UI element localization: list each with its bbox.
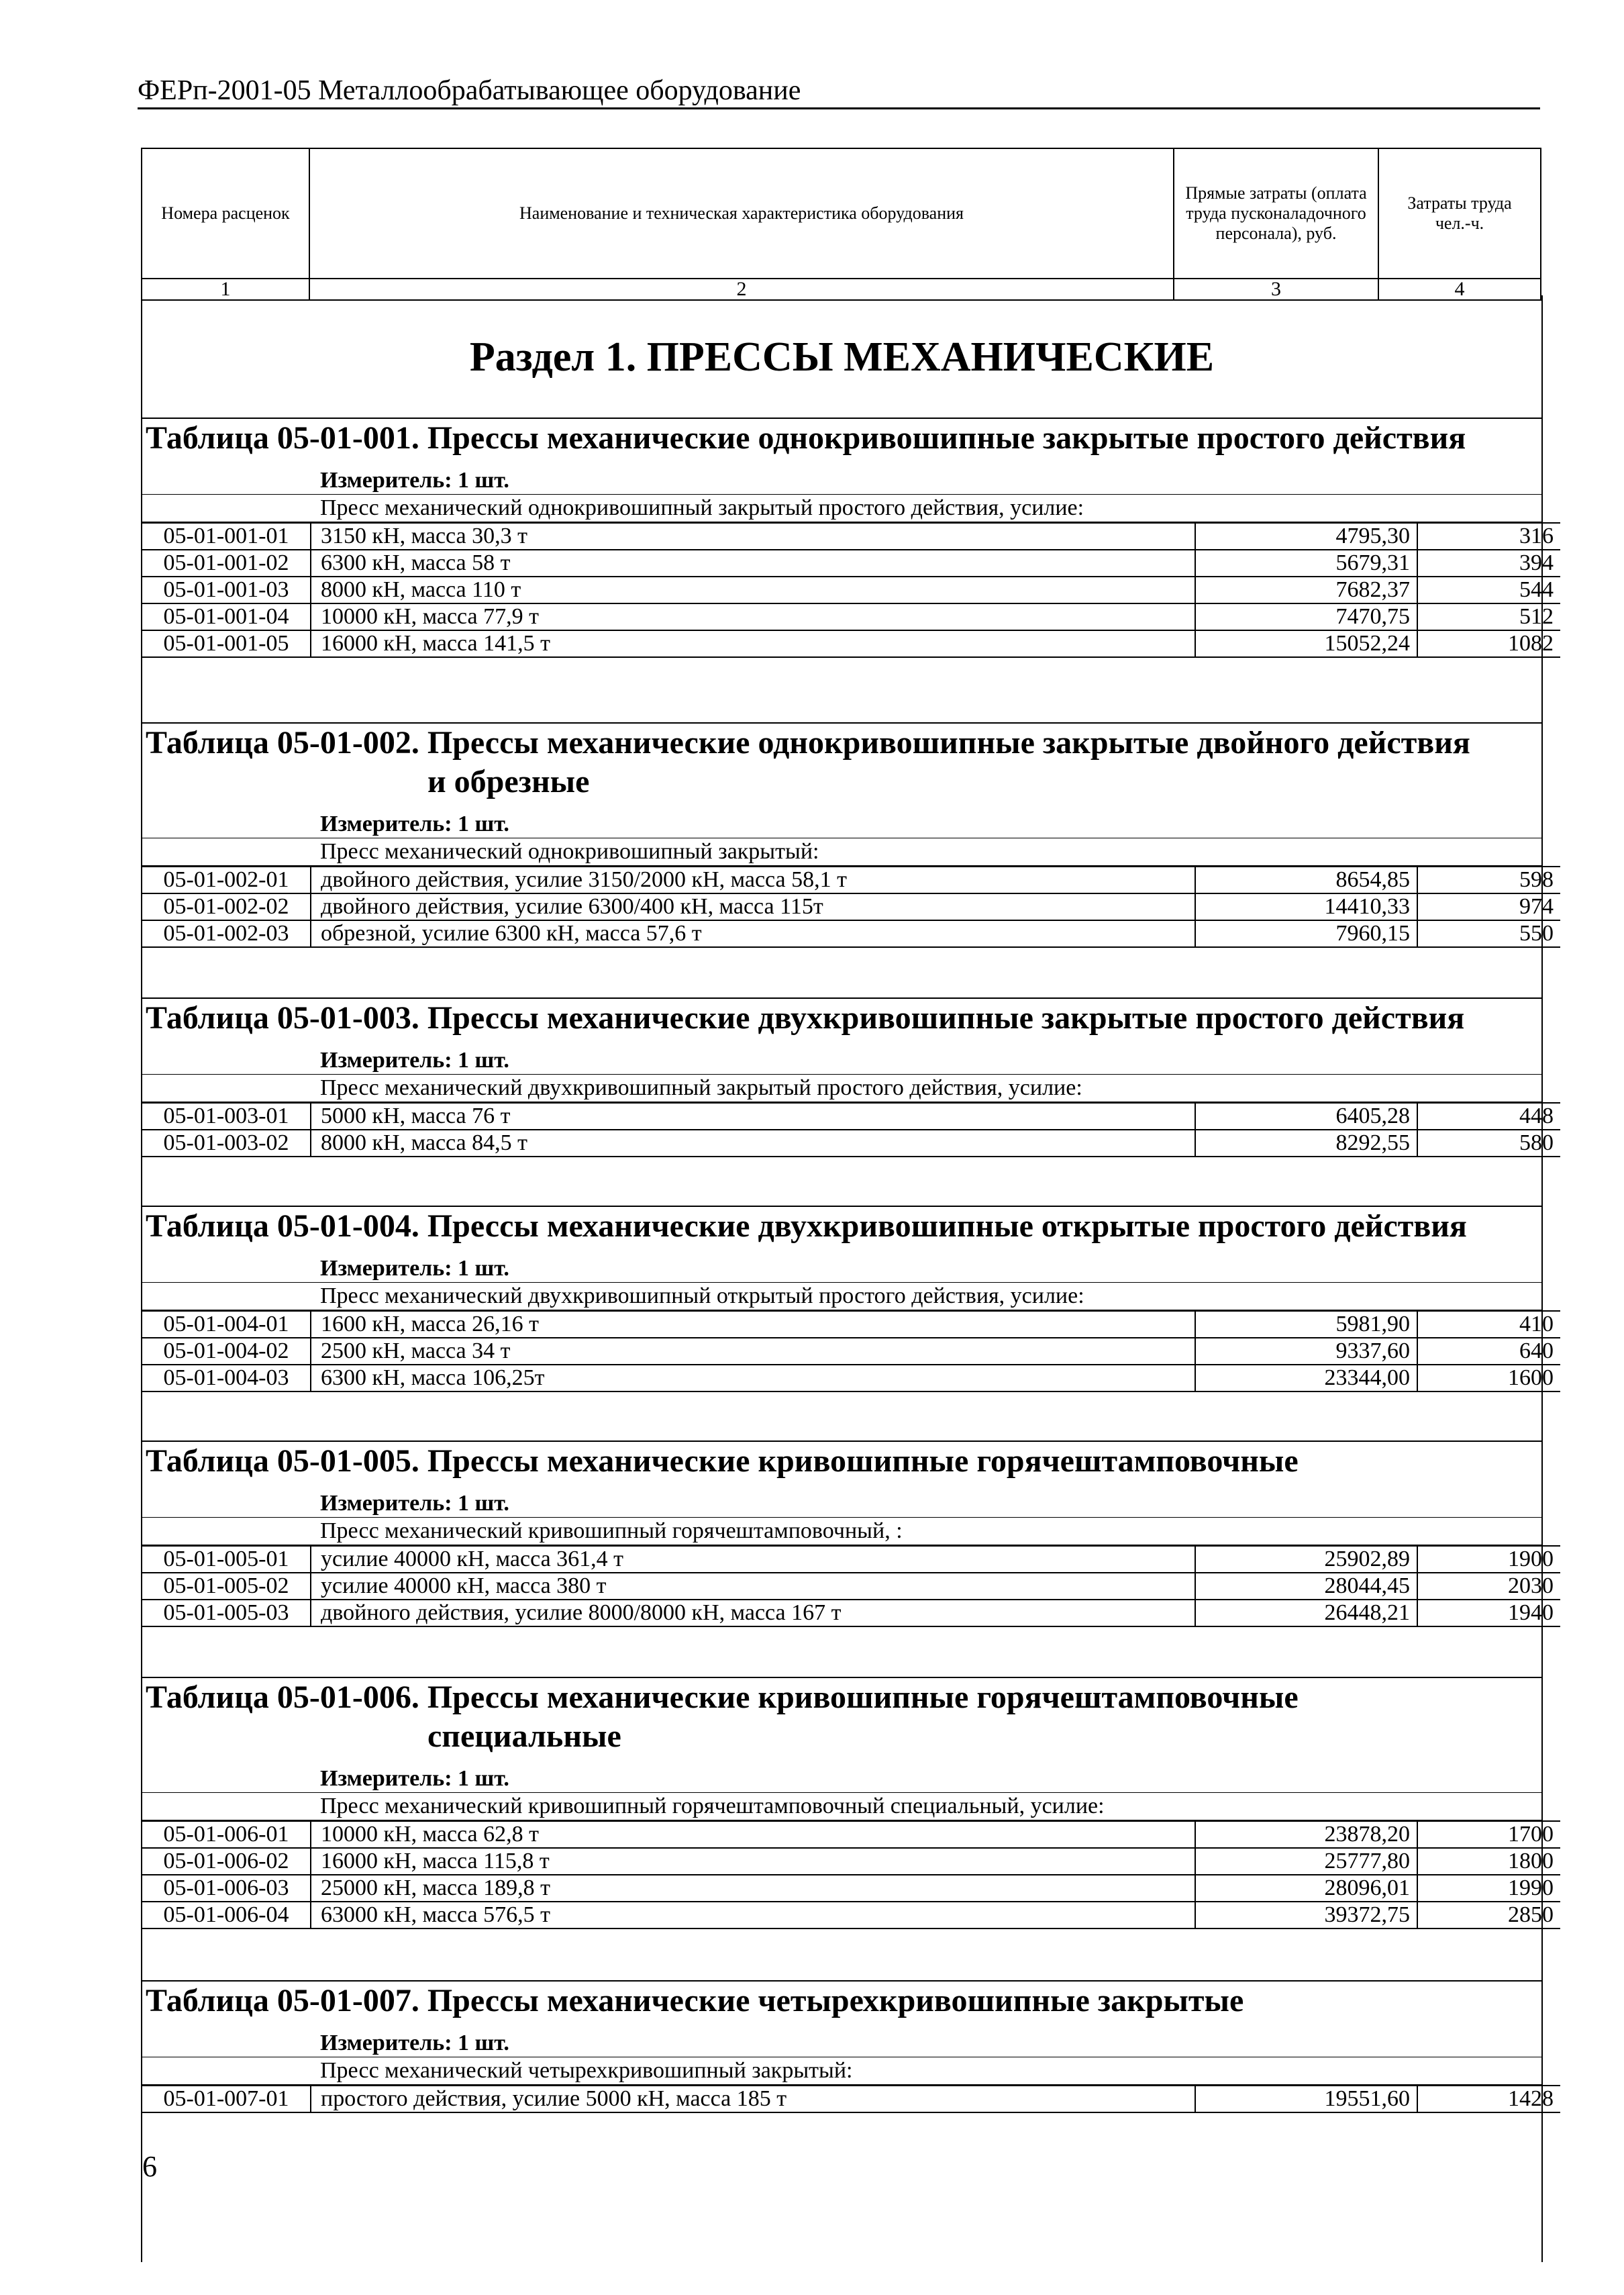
row-description: 10000 кН, масса 77,9 т (311, 603, 1195, 630)
row-code: 05-01-002-01 (142, 867, 311, 893)
row-description: 63000 кН, масса 576,5 т (311, 1902, 1195, 1928)
row-cost: 4795,30 (1195, 523, 1417, 550)
table-measure: Измеритель: 1 шт. (142, 1490, 1541, 1518)
row-labor: 2030 (1417, 1573, 1560, 1600)
row-cost: 26448,21 (1195, 1600, 1417, 1626)
price-table (142, 418, 1554, 658)
row-description: 3150 кН, масса 30,3 т (311, 523, 1195, 550)
table-row (142, 1902, 1560, 1928)
row-code: 05-01-007-01 (142, 2086, 311, 2112)
column-number: 3 (1174, 279, 1378, 300)
row-code: 05-01-005-03 (142, 1600, 311, 1626)
table-caption: Пресс механический четырехкривошипный закрытый: (142, 2057, 1541, 2085)
table-rows (142, 866, 1560, 948)
row-labor: 1700 (1417, 1821, 1560, 1848)
row-code: 05-01-001-01 (142, 523, 311, 550)
row-cost: 8292,55 (1195, 1130, 1417, 1157)
row-code: 05-01-001-02 (142, 550, 311, 577)
table-rows (142, 1820, 1560, 1929)
row-code: 05-01-004-02 (142, 1338, 311, 1365)
row-labor: 2850 (1417, 1902, 1560, 1928)
table-measure: Измеритель: 1 шт. (142, 1047, 1541, 1075)
row-labor: 580 (1417, 1130, 1560, 1157)
row-labor: 1940 (1417, 1600, 1560, 1626)
row-description: двойного действия, усилие 8000/8000 кН, масса 167 т (311, 1600, 1195, 1626)
row-description: простого действия, усилие 5000 кН, масса 185 т (311, 2086, 1195, 2112)
table-row (142, 630, 1560, 657)
row-labor: 550 (1417, 920, 1560, 947)
table-rows (142, 522, 1560, 658)
row-labor: 1600 (1417, 1365, 1560, 1391)
column-header-cost: Прямые затраты (оплата труда пусконаладочного персонала), руб. (1174, 148, 1378, 279)
row-code: 05-01-003-01 (142, 1103, 311, 1130)
row-cost: 7682,37 (1195, 577, 1417, 603)
row-description: двойного действия, усилие 6300/400 кН, масса 115т (311, 893, 1195, 920)
row-description: усилие 40000 кН, масса 380 т (311, 1573, 1195, 1600)
table-row (142, 1573, 1560, 1600)
row-code: 05-01-002-02 (142, 893, 311, 920)
row-description: 16000 кН, масса 115,8 т (311, 1848, 1195, 1875)
table-row (142, 2086, 1560, 2112)
price-table (142, 722, 1554, 948)
table-title: Таблица 05-01-006. Прессы механические кривошипные горячештамповочные (146, 1679, 1299, 1715)
row-description: 25000 кН, масса 189,8 т (311, 1875, 1195, 1902)
table-row (142, 523, 1560, 550)
table-title-continuation: специальные (427, 1718, 621, 1754)
row-cost: 39372,75 (1195, 1902, 1417, 1928)
row-description: 8000 кН, масса 110 т (311, 577, 1195, 603)
table-measure: Измеритель: 1 шт. (142, 467, 1541, 495)
table-caption: Пресс механический кривошипный горячештамповочный, : (142, 1518, 1541, 1545)
table-caption: Пресс механический однокривошипный закрытый простого действия, усилие: (142, 495, 1541, 522)
row-description: 16000 кН, масса 141,5 т (311, 630, 1195, 657)
row-cost: 28044,45 (1195, 1573, 1417, 1600)
table-title: Таблица 05-01-005. Прессы механические кривошипные горячештамповочные (146, 1443, 1299, 1479)
table-rows (142, 1310, 1560, 1392)
table-row (142, 1600, 1560, 1626)
row-cost: 15052,24 (1195, 630, 1417, 657)
row-labor: 1082 (1417, 630, 1560, 657)
table-title: Таблица 05-01-003. Прессы механические двухкривошипные закрытые простого действия (146, 1000, 1465, 1036)
table-caption: Пресс механический двухкривошипный открытый простого действия, усилие: (142, 1283, 1541, 1310)
table-row (142, 920, 1560, 947)
price-table (142, 1441, 1554, 1627)
content-frame (141, 295, 1554, 2262)
table-row (142, 1103, 1560, 1130)
row-code: 05-01-004-03 (142, 1365, 311, 1391)
row-cost: 7960,15 (1195, 920, 1417, 947)
table-title: Таблица 05-01-007. Прессы механические четырехкривошипные закрытые (146, 1983, 1244, 2018)
row-code: 05-01-005-01 (142, 1546, 311, 1573)
row-code: 05-01-005-02 (142, 1573, 311, 1600)
row-labor: 1900 (1417, 1546, 1560, 1573)
row-code: 05-01-006-04 (142, 1902, 311, 1928)
row-cost: 25902,89 (1195, 1546, 1417, 1573)
row-labor: 316 (1417, 523, 1560, 550)
row-cost: 14410,33 (1195, 893, 1417, 920)
row-cost: 28096,01 (1195, 1875, 1417, 1902)
row-cost: 8654,85 (1195, 867, 1417, 893)
table-title-continuation: и обрезные (427, 764, 590, 799)
table-title: Таблица 05-01-002. Прессы механические однокривошипные закрытые двойного действия (146, 725, 1470, 761)
table-measure: Измеритель: 1 шт. (142, 2030, 1541, 2057)
row-labor: 410 (1417, 1311, 1560, 1338)
table-row (142, 893, 1560, 920)
table-title: Таблица 05-01-004. Прессы механические двухкривошипные открытые простого действия (146, 1208, 1467, 1244)
table-row (142, 577, 1560, 603)
column-number: 2 (309, 279, 1174, 300)
row-description: 1600 кН, масса 26,16 т (311, 1311, 1195, 1338)
row-cost: 6405,28 (1195, 1103, 1417, 1130)
table-rows (142, 2085, 1560, 2113)
table-caption: Пресс механический двухкривошипный закрытый простого действия, усилие: (142, 1075, 1541, 1102)
price-table (142, 1980, 1554, 2113)
table-row (142, 1130, 1560, 1157)
row-labor: 640 (1417, 1338, 1560, 1365)
table-caption: Пресс механический однокривошипный закрытый: (142, 838, 1541, 866)
row-description: усилие 40000 кН, масса 361,4 т (311, 1546, 1195, 1573)
row-code: 05-01-002-03 (142, 920, 311, 947)
row-description: 6300 кН, масса 58 т (311, 550, 1195, 577)
price-table (142, 997, 1554, 1157)
row-description: 8000 кН, масса 84,5 т (311, 1130, 1195, 1157)
row-cost: 9337,60 (1195, 1338, 1417, 1365)
row-code: 05-01-006-01 (142, 1821, 311, 1848)
row-code: 05-01-006-02 (142, 1848, 311, 1875)
row-cost: 25777,80 (1195, 1848, 1417, 1875)
row-cost: 7470,75 (1195, 603, 1417, 630)
row-description: обрезной, усилие 6300 кН, масса 57,6 т (311, 920, 1195, 947)
table-row (142, 1311, 1560, 1338)
table-row (142, 1875, 1560, 1902)
table-row (142, 603, 1560, 630)
running-header: ФЕРп-2001-05 Металлообрабатывающее оборудование (138, 75, 801, 106)
row-labor: 512 (1417, 603, 1560, 630)
row-cost: 23344,00 (1195, 1365, 1417, 1391)
table-rows (142, 1102, 1560, 1157)
row-cost: 19551,60 (1195, 2086, 1417, 2112)
table-row (142, 1848, 1560, 1875)
table-measure: Измеритель: 1 шт. (142, 1765, 1541, 1793)
row-description: двойного действия, усилие 3150/2000 кН, масса 58,1 т (311, 867, 1195, 893)
column-number: 4 (1378, 279, 1541, 300)
row-code: 05-01-003-02 (142, 1130, 311, 1157)
table-row (142, 1821, 1560, 1848)
row-labor: 394 (1417, 550, 1560, 577)
column-header-name: Наименование и техническая характеристика оборудования (309, 148, 1174, 279)
table-caption: Пресс механический кривошипный горячештамповочный специальный, усилие: (142, 1793, 1541, 1820)
table-row (142, 1338, 1560, 1365)
price-table (142, 1677, 1554, 1929)
row-labor: 598 (1417, 867, 1560, 893)
table-measure: Измеритель: 1 шт. (142, 1255, 1541, 1283)
section-title: Раздел 1. ПРЕССЫ МЕХАНИЧЕСКИЕ (469, 334, 1215, 380)
row-code: 05-01-004-01 (142, 1311, 311, 1338)
table-row (142, 550, 1560, 577)
row-labor: 448 (1417, 1103, 1560, 1130)
table-measure: Измеритель: 1 шт. (142, 811, 1541, 838)
page-number: 6 (142, 2150, 157, 2183)
table-row (142, 1365, 1560, 1391)
column-header-table (141, 148, 1541, 301)
row-labor: 974 (1417, 893, 1560, 920)
price-table (142, 1206, 1554, 1392)
row-cost: 5679,31 (1195, 550, 1417, 577)
column-header-labor: Затраты труда чел.-ч. (1378, 148, 1541, 279)
column-header-code: Номера расценок (142, 148, 309, 279)
table-row (142, 1546, 1560, 1573)
row-cost: 23878,20 (1195, 1821, 1417, 1848)
row-cost: 5981,90 (1195, 1311, 1417, 1338)
row-description: 10000 кН, масса 62,8 т (311, 1821, 1195, 1848)
table-rows (142, 1545, 1560, 1627)
row-description: 2500 кН, масса 34 т (311, 1338, 1195, 1365)
row-labor: 1428 (1417, 2086, 1560, 2112)
row-code: 05-01-006-03 (142, 1875, 311, 1902)
row-labor: 544 (1417, 577, 1560, 603)
header-rule (138, 107, 1540, 109)
row-description: 5000 кН, масса 76 т (311, 1103, 1195, 1130)
table-row (142, 867, 1560, 893)
column-number: 1 (142, 279, 309, 300)
row-labor: 1990 (1417, 1875, 1560, 1902)
row-code: 05-01-001-05 (142, 630, 311, 657)
row-labor: 1800 (1417, 1848, 1560, 1875)
row-code: 05-01-001-04 (142, 603, 311, 630)
row-code: 05-01-001-03 (142, 577, 311, 603)
row-description: 6300 кН, масса 106,25т (311, 1365, 1195, 1391)
table-title: Таблица 05-01-001. Прессы механические однокривошипные закрытые простого действия (146, 420, 1466, 456)
